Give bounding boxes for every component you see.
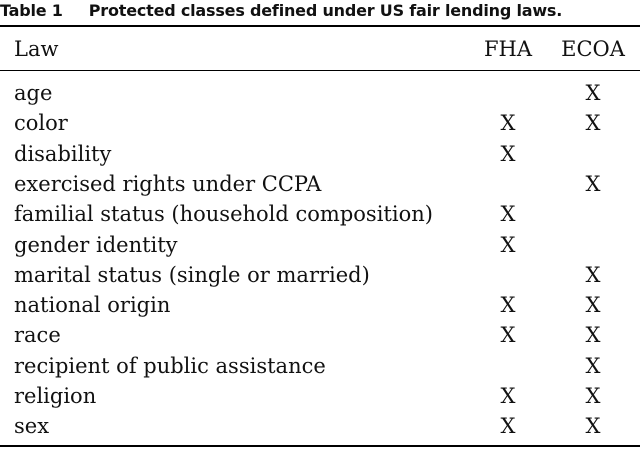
- fha-cell: X: [500, 293, 516, 318]
- ecoa-cell: X: [585, 293, 601, 318]
- table-number: Table 1: [0, 1, 63, 20]
- table-row: [0, 381, 640, 411]
- fha-cell: X: [500, 111, 516, 136]
- column-header-law: Law: [14, 37, 59, 61]
- table-row: [0, 169, 640, 199]
- law-cell: marital status (single or married): [14, 262, 370, 287]
- table-row: [0, 108, 640, 138]
- column-header-ecoa: ECOA: [561, 37, 625, 61]
- law-cell: familial status (household composition): [14, 202, 433, 227]
- law-cell: age: [14, 81, 53, 105]
- fha-cell: X: [500, 141, 516, 166]
- bottom-rule: [0, 445, 640, 447]
- ecoa-cell: X: [585, 323, 601, 348]
- ecoa-cell: X: [585, 384, 601, 408]
- law-cell: color: [14, 111, 68, 136]
- law-cell: recipient of public assistance: [14, 353, 326, 378]
- ecoa-cell: X: [585, 81, 601, 105]
- table-title: Protected classes defined under US fair lending laws.: [88, 1, 563, 20]
- law-cell: religion: [14, 384, 97, 408]
- table-row: [0, 290, 640, 320]
- fha-cell: X: [500, 202, 516, 227]
- table-row: [0, 351, 640, 381]
- table-row: [0, 230, 640, 260]
- ecoa-cell: X: [585, 262, 601, 287]
- ecoa-cell: X: [585, 414, 601, 439]
- law-cell: race: [14, 323, 61, 348]
- table-row: [0, 199, 640, 229]
- table-row: [0, 320, 640, 350]
- table-row: [0, 139, 640, 169]
- fha-cell: X: [500, 232, 516, 257]
- fha-cell: X: [500, 414, 516, 439]
- law-cell: national origin: [14, 293, 171, 318]
- law-cell: disability: [14, 141, 112, 166]
- ecoa-cell: X: [585, 353, 601, 378]
- table-row: [0, 260, 640, 290]
- law-cell: gender identity: [14, 232, 178, 257]
- fha-cell: X: [500, 384, 516, 408]
- ecoa-cell: X: [585, 171, 601, 196]
- column-header-fha: FHA: [483, 37, 533, 61]
- table-row: [0, 78, 640, 108]
- ecoa-cell: X: [585, 111, 601, 136]
- table-row: [0, 411, 640, 441]
- law-cell: sex: [14, 414, 50, 439]
- law-cell: exercised rights under CCPA: [14, 171, 322, 196]
- fha-cell: X: [500, 323, 516, 348]
